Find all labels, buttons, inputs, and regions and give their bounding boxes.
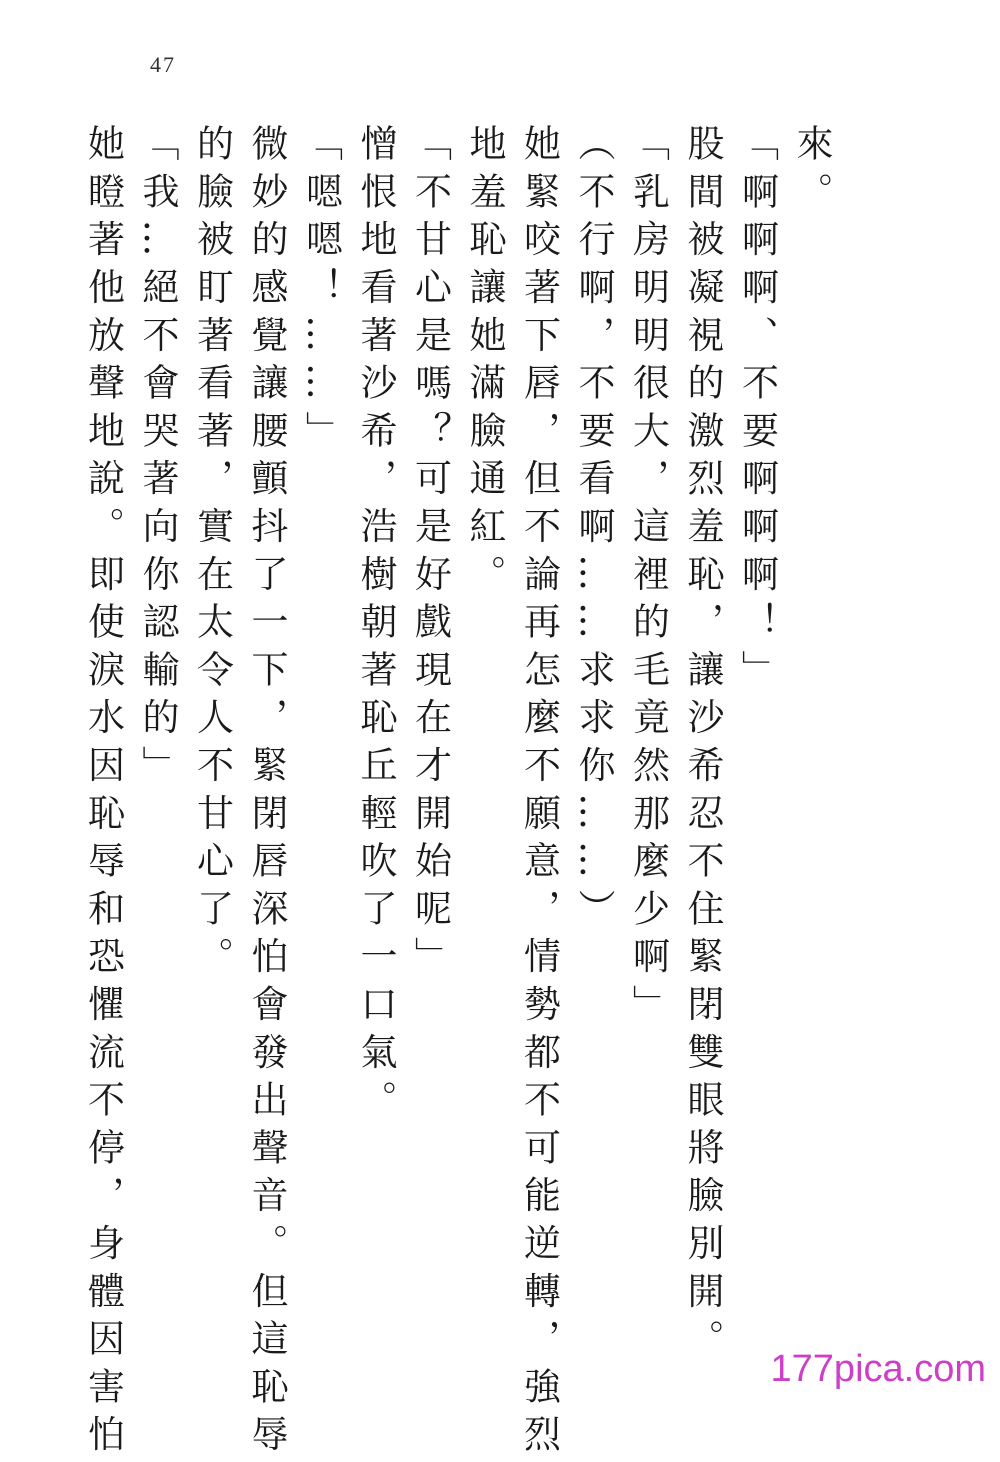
watermark-text: 177pica.com (770, 1348, 986, 1390)
text-line: 股間被凝視的激烈羞恥，讓沙希忍不住緊閉雙眼將臉別開。 (681, 124, 724, 1367)
text-line: 的臉被盯著看著，實在太令人不甘心了。 (190, 124, 234, 985)
text-line: 「乳房明明很大，這裡的毛竟然那麼少啊」 (626, 124, 670, 1033)
text-line: 「不甘心是嗎？可是好戲現在才開始呢」 (408, 124, 452, 985)
text-line: 「啊啊啊、不要啊啊啊！」 (735, 124, 779, 698)
text-line: 她瞪著他放聲地說。即使淚水因恥辱和恐懼流不停，身體因害怕 (81, 124, 125, 1462)
text-line: 「嗯嗯！……」 (299, 124, 343, 459)
text-line: （不行啊，不要看啊……求求你……） (572, 124, 615, 937)
text-line: 地羞恥讓她滿臉通紅。 (463, 124, 506, 602)
text-line: 微妙的感覺讓腰顫抖了一下，緊閉唇深怕會發出聲音。但這恥辱 (245, 124, 288, 1462)
body-text (81, 124, 838, 1462)
text-line: 「我…絕不會哭著向你認輸的」 (136, 124, 179, 794)
text-line: 憎恨地看著沙希，浩樹朝著恥丘輕吹了一口氣。 (354, 124, 397, 1128)
text-line: 她緊咬著下唇，但不論再怎麼不願意，情勢都不可能逆轉，強烈 (517, 124, 561, 1462)
page-number: 47 (150, 52, 176, 77)
text-line: 來。 (790, 124, 833, 220)
